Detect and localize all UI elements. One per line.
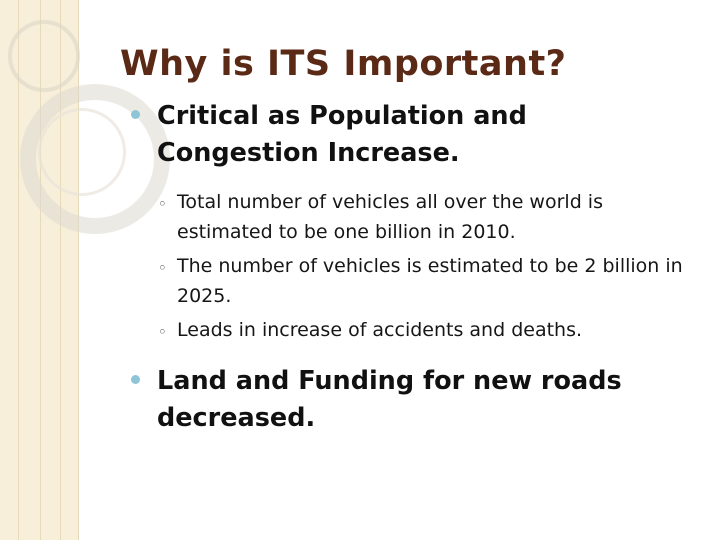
bullet-dot-icon (131, 110, 140, 119)
sub-bullet-item (126, 187, 686, 247)
bullet-text: Land and Funding for new roads decreased. (157, 366, 622, 433)
sub-bullet-list (126, 187, 686, 345)
ring-bullet-icon: ◦ (158, 323, 167, 341)
bullet-dot-icon (131, 375, 140, 384)
sub-bullet-text: Leads in increase of accidents and deaths. (177, 319, 583, 341)
bullet-text: Critical as Population and Congestion Increase. (157, 101, 527, 168)
sub-bullet-item (126, 315, 686, 345)
sub-bullet-text: The number of vehicles is estimated to be 2 billion in 2025. (177, 255, 683, 307)
bullet-item (126, 98, 686, 172)
decorative-ring-small (8, 20, 80, 92)
ring-bullet-icon: ◦ (158, 195, 167, 213)
sub-bullet-item (126, 251, 686, 311)
decorative-ring-faint (38, 108, 126, 196)
slide-title: Why is ITS Important? (120, 44, 567, 84)
bullet-item (126, 363, 686, 437)
slide-content (126, 98, 686, 441)
sub-bullet-text: Total number of vehicles all over the world is estimated to be one billion in 2010. (177, 191, 603, 243)
ring-bullet-icon: ◦ (158, 259, 167, 277)
